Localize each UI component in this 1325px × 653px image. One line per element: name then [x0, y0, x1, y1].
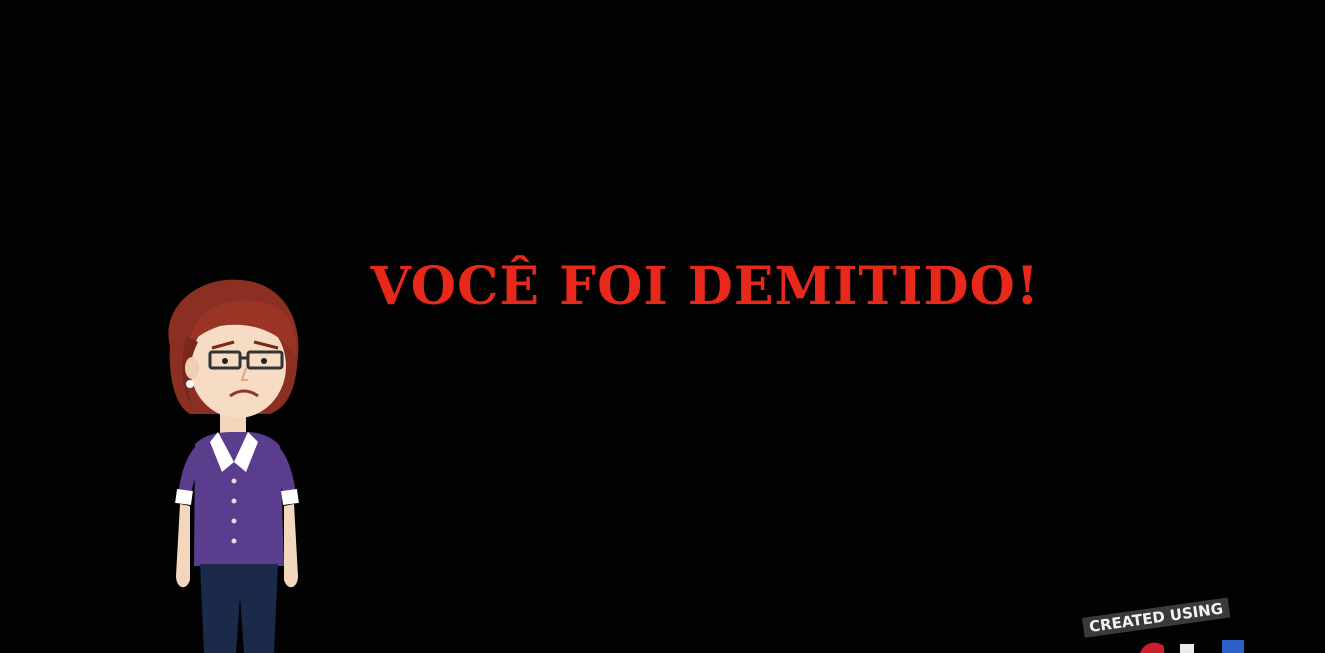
- sad-woman-character-icon: [150, 276, 320, 653]
- logo-icon: [1130, 638, 1250, 653]
- watermark-label: CREATED USING: [1082, 598, 1230, 638]
- watermark: [1070, 600, 1325, 653]
- headline-text: VOCÊ FOI DEMITIDO!: [370, 256, 1040, 317]
